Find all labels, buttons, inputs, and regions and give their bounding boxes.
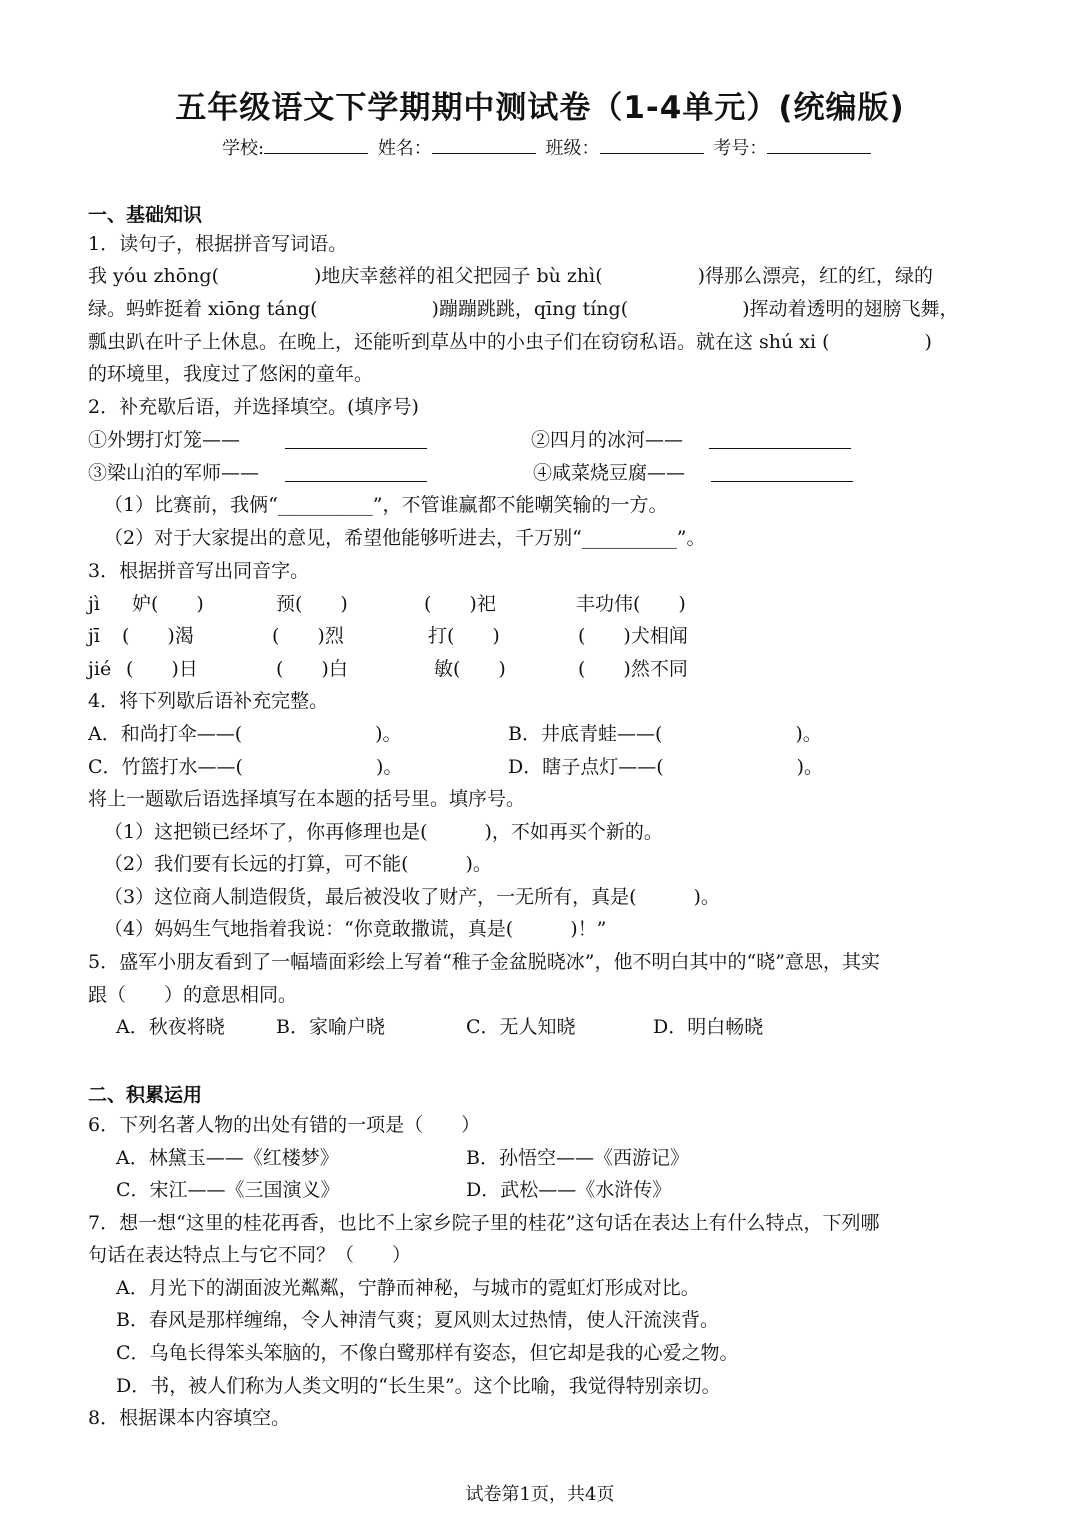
school-label: 学校: — [222, 138, 265, 159]
q4-sub-2: （2）我们要有长远的打算，可不能( )。 — [104, 853, 492, 875]
q8-stem: 8．根据课本内容填空。 — [88, 1407, 291, 1429]
class-label: 班级： — [545, 138, 600, 159]
q2-stem: 2．补充歇后语，并选择填空。(填序号) — [88, 396, 419, 418]
q1-line: 绿。蚂蚱挺着 xiōng táng( )蹦蹦跳跳，qīng tíng( )挥动着透明的翅膀飞舞， — [88, 298, 959, 320]
q4-sub-1: （1）这把锁已经坏了，你再修理也是( )，不如再买个新的。 — [104, 821, 663, 843]
q3-pinyin: jié — [88, 658, 112, 680]
class-field[interactable] — [600, 137, 704, 154]
exam-number-field[interactable] — [767, 137, 871, 154]
q3-cell: ( )犬相闻 — [578, 625, 688, 647]
q2-sub-1: （1）比赛前，我俩“__________”，不管谁赢都不能嘲笑输的一方。 — [104, 494, 668, 516]
q6-option-d: D．武松——《水浒传》 — [466, 1179, 672, 1201]
q3-cell: ( )渴 — [122, 625, 194, 647]
q3-cell: ( )然不同 — [578, 658, 688, 680]
q5-option-d: D．明白畅晓 — [653, 1016, 764, 1038]
q2-answer-line-4[interactable] — [711, 481, 853, 482]
q3-cell: ( )烈 — [272, 625, 344, 647]
q6-stem: 6．下列名著人物的出处有错的一项是（ ） — [88, 1114, 481, 1136]
q4-option-c: C．竹篮打水——( )。 — [88, 756, 403, 778]
q1-line: 我 yóu zhōng( )地庆幸慈祥的祖父把园子 bù zhì( )得那么漂亮，红的红，绿的 — [88, 265, 934, 287]
q2-item-4: ④咸菜烧豆腐—— — [533, 462, 686, 484]
exam-number-label: 考号： — [713, 138, 768, 159]
q6-option-a: A．林黛玉——《红楼梦》 — [116, 1147, 339, 1169]
q2-item-2: ②四月的冰河—— — [531, 429, 684, 451]
q4-option-d: D．瞎子点灯——( )。 — [508, 756, 824, 778]
q2-item-1: ①外甥打灯笼—— — [88, 429, 241, 451]
q1-line: 瓢虫趴在叶子上休息。在晚上，还能听到草丛中的小虫子们在窃窃私语。就在这 shú xi ( ) — [88, 331, 932, 353]
q7-option-b: B．春风是那样缠绵，令人神清气爽；夏风则太过热情，使人汗流浃背。 — [116, 1309, 719, 1331]
q2-answer-line-1[interactable] — [285, 448, 427, 449]
q2-sub-2: （2）对于大家提出的意见，希望他能够听进去，千万别“__________”。 — [104, 527, 706, 549]
q4-option-a: A．和尚打伞——( )。 — [88, 723, 402, 745]
q7-option-c: C．乌龟长得笨头笨脑的，不像白鹭那样有姿态，但它却是我的心爱之物。 — [116, 1342, 739, 1364]
q3-cell: ( )日 — [126, 658, 198, 680]
q5-option-b: B．家喻户晓 — [276, 1016, 385, 1038]
q4-sub-3: （3）这位商人制造假货，最后被没收了财产，一无所有，真是( )。 — [104, 886, 720, 908]
q4-option-b: B．井底青蛙——( )。 — [508, 723, 822, 745]
student-info-row — [222, 134, 875, 160]
q5-stem: 5．盛军小朋友看到了一幅墙面彩绘上写着“稚子金盆脱晓冰”，他不明白其中的“晓”意思，其实 — [88, 951, 880, 973]
q7-stem: 7．想一想“这里的桂花再香，也比不上家乡院子里的桂花”这句话在表达上有什么特点，下列哪 — [88, 1212, 880, 1234]
q2-answer-line-2[interactable] — [709, 448, 851, 449]
q3-stem: 3．根据拼音写出同音字。 — [88, 560, 310, 582]
name-label: 姓名： — [377, 138, 432, 159]
q3-pinyin: jī — [88, 625, 100, 647]
q3-cell: 预( ) — [276, 593, 348, 615]
q5-option-c: C．无人知晓 — [466, 1016, 576, 1038]
q3-cell: 丰功伟( ) — [576, 593, 686, 615]
q5-option-a: A．秋夜将晓 — [116, 1016, 225, 1038]
q7-option-a: A．月光下的湖面波光粼粼，宁静而神秘，与城市的霓虹灯形成对比。 — [116, 1277, 700, 1299]
q3-cell: 敏( ) — [434, 658, 506, 680]
q1-stem: 1．读句子，根据拼音写词语。 — [88, 233, 348, 255]
q3-cell: 打( ) — [428, 625, 500, 647]
q7-stem-cont: 句话在表达特点上与它不同？（ ） — [88, 1244, 412, 1266]
q4-stem: 4．将下列歇后语补充完整。 — [88, 690, 329, 712]
q4-sub-4: （4）妈妈生气地指着我说：“你竟敢撒谎，真是( )！” — [104, 918, 607, 940]
q3-cell: 妒( ) — [132, 593, 204, 615]
q4-instruction: 将上一题歇后语选择填写在本题的括号里。填序号。 — [88, 788, 526, 810]
school-field[interactable] — [264, 137, 368, 154]
page-footer: 试卷第1页，共4页 — [465, 1484, 615, 1505]
section-1-heading: 一、基础知识 — [88, 204, 203, 226]
name-field[interactable] — [432, 137, 536, 154]
q2-item-3: ③梁山泊的军师—— — [88, 462, 260, 484]
q2-answer-line-3[interactable] — [285, 481, 427, 482]
q6-option-b: B．孙悟空——《西游记》 — [466, 1147, 689, 1169]
q3-cell: ( )祀 — [424, 593, 496, 615]
q1-line: 的环境里，我度过了悠闲的童年。 — [88, 363, 374, 385]
q7-option-d: D．书，被人们称为人类文明的“长生果”。这个比喻，我觉得特别亲切。 — [116, 1375, 721, 1397]
section-2-heading: 二、积累运用 — [88, 1084, 203, 1106]
q5-stem-cont: 跟（ ）的意思相同。 — [88, 984, 298, 1006]
q3-cell: ( )白 — [276, 658, 348, 680]
page-title: 五年级语文下学期期中测试卷（1-4单元）(统编版) — [175, 90, 905, 126]
q3-pinyin: jì — [88, 593, 100, 615]
q6-option-c: C．宋江——《三国演义》 — [116, 1179, 340, 1201]
